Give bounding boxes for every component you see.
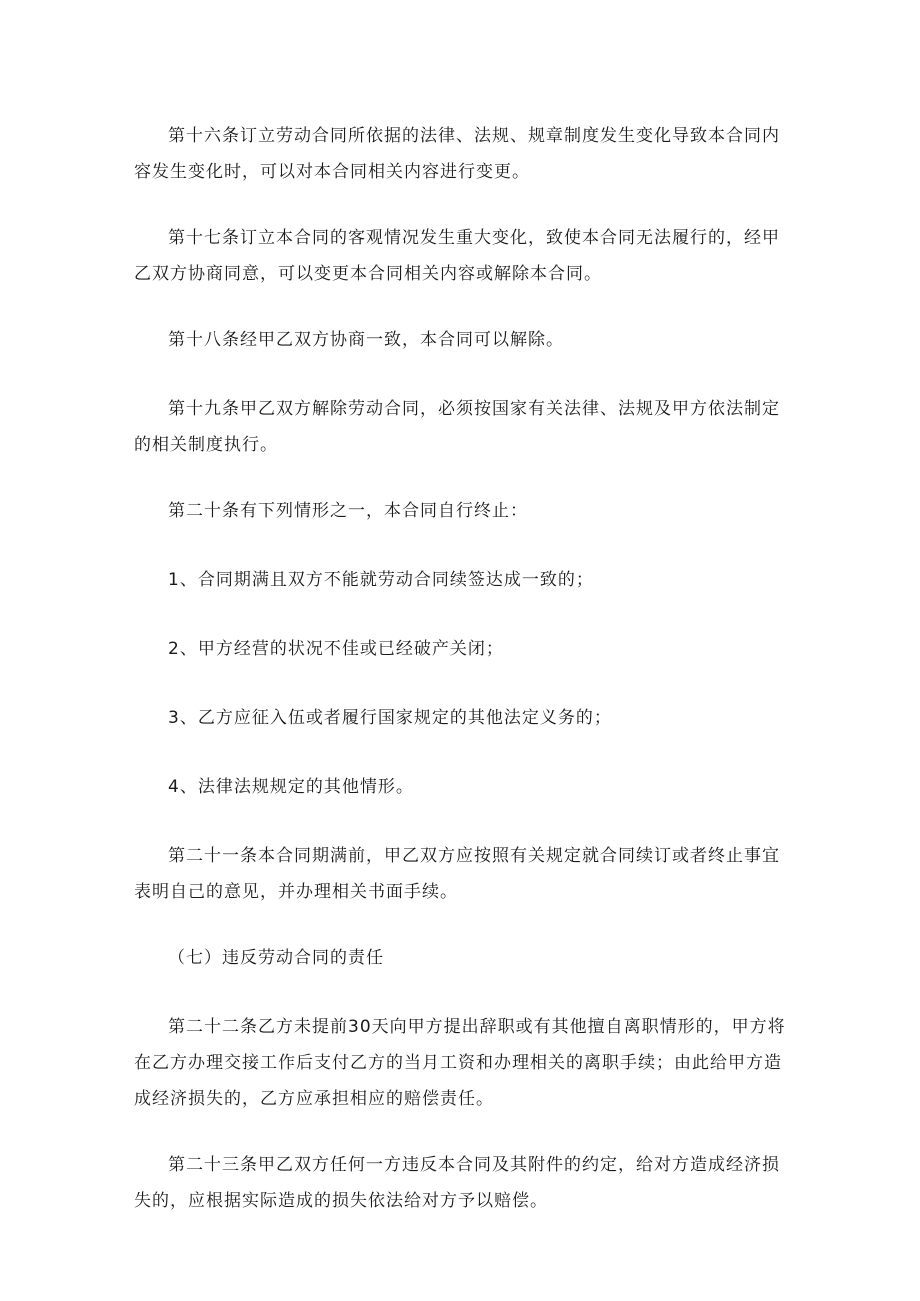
- article-22: 第二十二条乙方未提前30天向甲方提出辞职或有其他擅自离职情形的，甲方将在乙方办理交接工作后支付乙方的当月工资和办理相关的离职手续；由此给甲方造成经济损失的，乙方应承担相应的赔偿责任。: [134, 1017, 786, 1109]
- article-20: 第二十条有下列情形之一，本合同自行终止：: [168, 501, 528, 521]
- article-23: 第二十三条甲乙双方任何一方违反本合同及其附件的约定，给对方造成经济损失的，应根据实际造成的损失依法给对方予以赔偿。: [134, 1155, 780, 1211]
- article-21: 第二十一条本合同期满前，甲乙双方应按照有关规定就合同续订或者终止事宜表明自己的意见，并办理相关书面手续。: [134, 846, 780, 902]
- list-item: 2、甲方经营的状况不佳或已经破产关闭；: [168, 639, 504, 659]
- list-item: 1、合同期满且双方不能就劳动合同续签达成一致的；: [168, 570, 594, 590]
- document-body: [134, 118, 794, 1219]
- list-item: 3、乙方应征入伍或者履行国家规定的其他法定义务的；: [168, 708, 612, 728]
- article-17: 第十七条订立本合同的客观情况发生重大变化，致使本合同无法履行的，经甲乙双方协商同意，可以变更本合同相关内容或解除本合同。: [134, 228, 780, 284]
- list-item: 4、法律法规规定的其他情形。: [168, 777, 414, 797]
- article-18: 第十八条经甲乙双方协商一致，本合同可以解除。: [168, 330, 564, 350]
- section-heading: （七）违反劳动合同的责任: [168, 948, 384, 968]
- article-19: 第十九条甲乙双方解除劳动合同，必须按国家有关法律、法规及甲方依法制定的相关制度执行。: [134, 399, 780, 455]
- article-16: 第十六条订立劳动合同所依据的法律、法规、规章制度发生变化导致本合同内容发生变化时，可以对本合同相关内容进行变更。: [134, 126, 780, 182]
